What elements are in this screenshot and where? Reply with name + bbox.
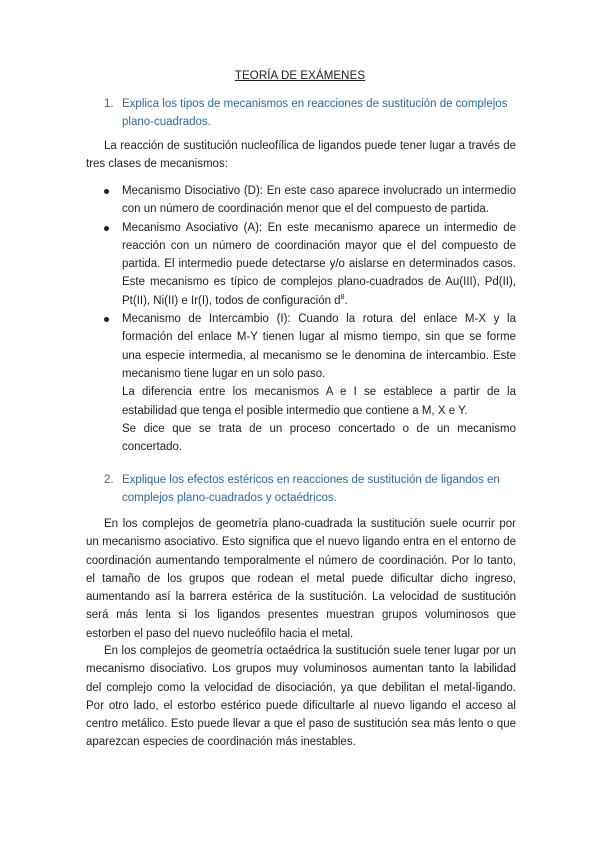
- bullet-icon: [104, 189, 109, 194]
- mechanism-associative-suffix: .: [344, 294, 348, 307]
- question-1: [104, 95, 519, 131]
- mechanism-associative-text: Mecanismo Asociativo (A): En este mecanismo aparece un intermedio de reacción con un número de coordinación mayor que el del compuesto de partida. El intermedio puede detectarse y/o aislarse en determinados casos. Este mecanismo es típico de complejos plano-cuadrados de Au(III), Pd(II), Pt(II), Ni(II) e Ir(I), todos de configuración d: [122, 221, 516, 307]
- mechanism-list: [86, 182, 516, 456]
- page-title: TEORÍA DE EXÁMENES: [234, 70, 366, 82]
- bullet-icon: [104, 226, 109, 231]
- paragraph-square-planar: En los complejos de geometría plano-cuadrada la sustitución suele ocurrir por un mecanismo asociativo. Esto significa que el nuevo ligando entra en el entorno de coordinación aumentando temporalmente el número de coordinación. Por lo tanto, el tamaño de los grupos que rodean el metal puede dificultar dicho ingreso, aumentando así la barrera estérica de la sustitución. La velocidad de sustitución será más lenta si los ligandos presentes muestran grupos voluminosos que estorben el paso del nuevo nucleófilo hacia el metal.: [86, 518, 516, 640]
- mechanism-interchange-extra-1: La diferencia entre los mecanismos A e I se establece a partir de la estabilidad que tenga el posible intermedio que contiene a M, X e Y.: [122, 386, 516, 417]
- intro-paragraph: La reacción de sustitución nucleofílica de ligandos puede tener lugar a través de tres clases de mecanismos:: [86, 140, 516, 171]
- mechanism-dissociative: Mecanismo Disociativo (D): En este caso aparece involucrado un intermedio con un número de coordinación menor que el del compuesto de partida.: [122, 185, 516, 216]
- paragraph-octahedral: En los complejos de geometría octaédrica la sustitución suele tener lugar por un mecanismo disociativo. Los grupos muy voluminosos aumentan tanto la labilidad del complejo como la velocidad de disociación, ya que debilitan el metal-ligando. Por otro lado, el estorbo estérico puede dificultarle al nuevo ligando el acceso al centro metálico. Esto puede llevar a que el paso de sustitución sea más lento o que aparezcan especies de coordinación más inestables.: [86, 645, 516, 749]
- mechanism-interchange-extra-2: Se dice que se trata de un proceso concertado o de un mecanismo concertado.: [122, 422, 516, 454]
- mechanism-associative: [122, 219, 516, 310]
- bullet-icon: [104, 317, 109, 322]
- superscript: 8: [340, 293, 345, 301]
- list-item: [86, 310, 516, 456]
- question-2-text: Explique los efectos estéricos en reacciones de sustitución de ligandos en complejos plano-cuadrados y octaédricos.: [122, 474, 500, 504]
- mechanism-interchange: Mecanismo de Intercambio (I): Cuando la rotura del enlace M-X y la formación del enlace M-Y tienen lugar al mismo tiempo, sin que se forme una especie intermedia, al mecanismo se le denomina de intercambio. Este mecanismo tiene lugar en un solo paso.: [122, 313, 516, 380]
- list-item: [86, 182, 516, 219]
- question-2-number: 2.: [104, 474, 114, 486]
- list-item: [86, 219, 516, 310]
- question-2: [104, 471, 519, 507]
- question-1-number: 1.: [104, 98, 114, 110]
- question-1-text: Explica los tipos de mecanismos en reacciones de sustitución de complejos plano-cuadrados.: [122, 98, 508, 128]
